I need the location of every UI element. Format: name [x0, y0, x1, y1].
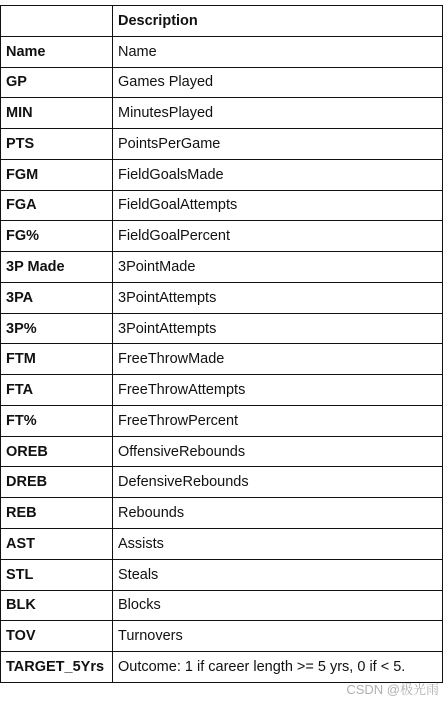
row-key-cell: DREB: [1, 467, 113, 498]
row-description-cell: Name: [113, 36, 443, 67]
row-description-cell: 3PointAttempts: [113, 282, 443, 313]
row-description-cell: Blocks: [113, 590, 443, 621]
row-description-cell: Steals: [113, 559, 443, 590]
row-key-cell: STL: [1, 559, 113, 590]
row-key-cell: GP: [1, 67, 113, 98]
data-dictionary-table: [0, 5, 443, 683]
row-description-cell: Outcome: 1 if career length >= 5 yrs, 0 if < 5.: [113, 652, 443, 683]
table-row: [1, 36, 443, 67]
row-description-cell: 3PointMade: [113, 252, 443, 283]
row-key-cell: FTA: [1, 375, 113, 406]
row-description-cell: Turnovers: [113, 621, 443, 652]
row-key-cell: AST: [1, 529, 113, 560]
header-description-cell: Description: [113, 6, 443, 37]
table-row: [1, 405, 443, 436]
table-row: [1, 498, 443, 529]
row-key-cell: 3P%: [1, 313, 113, 344]
table-row: [1, 344, 443, 375]
row-key-cell: TARGET_5Yrs: [1, 652, 113, 683]
row-key-cell: REB: [1, 498, 113, 529]
row-description-cell: PointsPerGame: [113, 129, 443, 160]
table-row: [1, 190, 443, 221]
table-row: [1, 436, 443, 467]
row-key-cell: 3PA: [1, 282, 113, 313]
row-description-cell: 3PointAttempts: [113, 313, 443, 344]
row-key-cell: OREB: [1, 436, 113, 467]
row-key-cell: FG%: [1, 221, 113, 252]
table-row: [1, 652, 443, 683]
table-row: [1, 67, 443, 98]
row-description-cell: FieldGoalPercent: [113, 221, 443, 252]
row-description-cell: DefensiveRebounds: [113, 467, 443, 498]
row-key-cell: FGM: [1, 159, 113, 190]
row-description-cell: MinutesPlayed: [113, 98, 443, 129]
table-row: [1, 375, 443, 406]
row-description-cell: Games Played: [113, 67, 443, 98]
table-row: [1, 221, 443, 252]
table-row: [1, 529, 443, 560]
table-row: [1, 590, 443, 621]
row-key-cell: BLK: [1, 590, 113, 621]
row-key-cell: FGA: [1, 190, 113, 221]
row-description-cell: FreeThrowAttempts: [113, 375, 443, 406]
row-key-cell: 3P Made: [1, 252, 113, 283]
row-description-cell: FreeThrowPercent: [113, 405, 443, 436]
row-description-cell: FreeThrowMade: [113, 344, 443, 375]
table-row: [1, 282, 443, 313]
table-row: [1, 559, 443, 590]
table-row: [1, 621, 443, 652]
row-key-cell: FT%: [1, 405, 113, 436]
row-description-cell: FieldGoalAttempts: [113, 190, 443, 221]
row-key-cell: Name: [1, 36, 113, 67]
table-row: [1, 159, 443, 190]
table-row: [1, 467, 443, 498]
row-key-cell: MIN: [1, 98, 113, 129]
row-description-cell: Rebounds: [113, 498, 443, 529]
row-description-cell: OffensiveRebounds: [113, 436, 443, 467]
row-description-cell: Assists: [113, 529, 443, 560]
table-row: [1, 98, 443, 129]
watermark: CSDN @极光雨: [346, 682, 439, 697]
table-row: [1, 129, 443, 160]
row-description-cell: FieldGoalsMade: [113, 159, 443, 190]
table-row: [1, 313, 443, 344]
table-row: [1, 252, 443, 283]
header-key-cell: [1, 6, 113, 37]
row-key-cell: TOV: [1, 621, 113, 652]
row-key-cell: PTS: [1, 129, 113, 160]
row-key-cell: FTM: [1, 344, 113, 375]
header-row: [1, 6, 443, 37]
